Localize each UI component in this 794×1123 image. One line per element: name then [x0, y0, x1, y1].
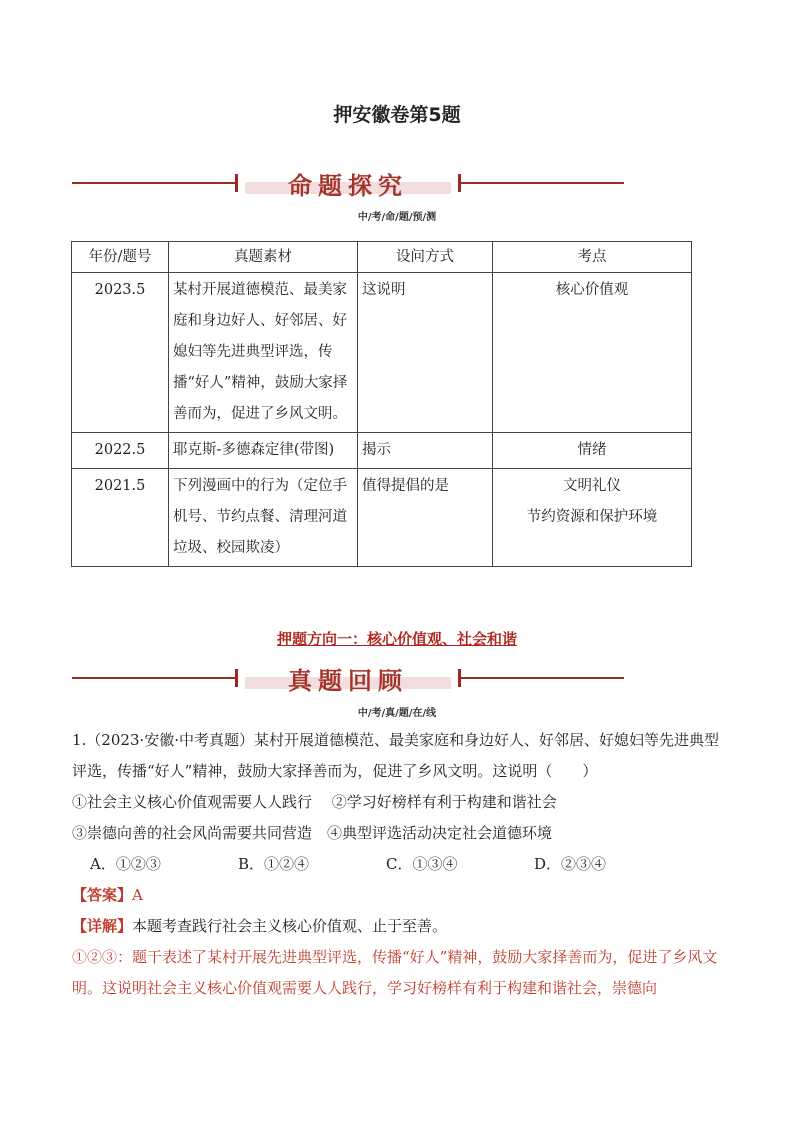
- exam-analysis-table: [71, 241, 692, 567]
- section-banner-topic: [72, 167, 624, 200]
- table-row: [72, 469, 692, 567]
- section-banner-review: [72, 662, 624, 695]
- statement: ②学习好榜样有利于构建和谐社会: [331, 793, 557, 811]
- option-d: D．②③④: [534, 855, 607, 873]
- table-cell-year: 2023.5: [72, 273, 169, 433]
- statement: ①社会主义核心价值观需要人人践行: [72, 793, 313, 811]
- table-cell-ask: 这说明: [358, 273, 493, 433]
- option-c: C．①③④: [386, 855, 458, 873]
- statement: ③崇德向善的社会风尚需要共同营造: [72, 824, 313, 842]
- answer-label: 【答案】: [72, 886, 133, 904]
- table-header-cell: 考点: [493, 242, 692, 273]
- table-cell-point: [493, 433, 692, 469]
- detail-label: 【详解】: [72, 917, 133, 935]
- table-cell-ask: 揭示: [358, 433, 493, 469]
- question-block: [72, 725, 722, 1004]
- statement-row: [72, 787, 722, 818]
- detail-line: [72, 911, 722, 942]
- option-b: B．①②④: [238, 855, 310, 873]
- table-cell-material: 下列漫画中的行为（定位手机号、节约点餐、清理河道垃圾、校园欺凌）: [169, 469, 358, 567]
- detail-text: 本题考查践行社会主义核心价值观、止于至善。: [132, 917, 448, 935]
- table-cell-year: 2021.5: [72, 469, 169, 567]
- prediction-direction: 押题方向一：核心价值观、社会和谐: [276, 630, 517, 648]
- table-header-cell: 年份/题号: [72, 242, 169, 273]
- question-stem: 1.（2023·安徽·中考真题）某村开展道德模范、最美家庭和身边好人、好邻居、好媳妇等先进典型评选，传播“好人”精神，鼓励大家择善而为，促进了乡风文明。这说明（ ）: [72, 731, 720, 780]
- banner-subtitle: 中/考/真/题/在/线: [357, 708, 437, 719]
- table-cell-material: 某村开展道德模范、最美家庭和身边好人、好邻居、好媳妇等先进典型评选，传播“好人”精神，鼓励大家择善而为，促进了乡风文明。: [169, 273, 358, 433]
- page-title: 押安徽卷第5题: [333, 104, 461, 126]
- statement-row: [72, 818, 722, 849]
- options-row: [72, 849, 722, 880]
- table-row: [72, 433, 692, 469]
- answer-value: A: [132, 886, 143, 904]
- point-label: 核心价值观: [555, 282, 629, 298]
- table-header-cell: 真题素材: [169, 242, 358, 273]
- banner-subtitle: 中/考/命/题/预/测: [357, 212, 437, 223]
- point-label: 文明礼仪: [563, 478, 621, 494]
- table-header-row: [72, 242, 692, 273]
- statement: ④典型评选活动决定社会道德环境: [327, 824, 553, 842]
- point-label: 节约资源和保护环境: [526, 509, 658, 525]
- table-header-cell: 设问方式: [358, 242, 493, 273]
- analysis-text: ①②③：题干表述了某村开展先进典型评选，传播“好人”精神，鼓励大家择善而为，促进了乡风文明。这说明社会主义核心价值观需要人人践行，学习好榜样有利于构建和谐社会，崇德向: [72, 948, 718, 997]
- table-cell-point: [493, 273, 692, 433]
- banner-title: 真题回顾: [288, 667, 408, 695]
- point-label: 情绪: [577, 442, 607, 458]
- table-row: [72, 273, 692, 433]
- table-cell-point: [493, 469, 692, 567]
- answer-line: [72, 880, 722, 911]
- table-cell-material: 耶克斯-多德森定律(带图): [169, 433, 358, 469]
- option-a: A．①②③: [90, 855, 161, 873]
- table-cell-ask: 值得提倡的是: [358, 469, 493, 567]
- table-cell-year: 2022.5: [72, 433, 169, 469]
- banner-title: 命题探究: [288, 172, 408, 200]
